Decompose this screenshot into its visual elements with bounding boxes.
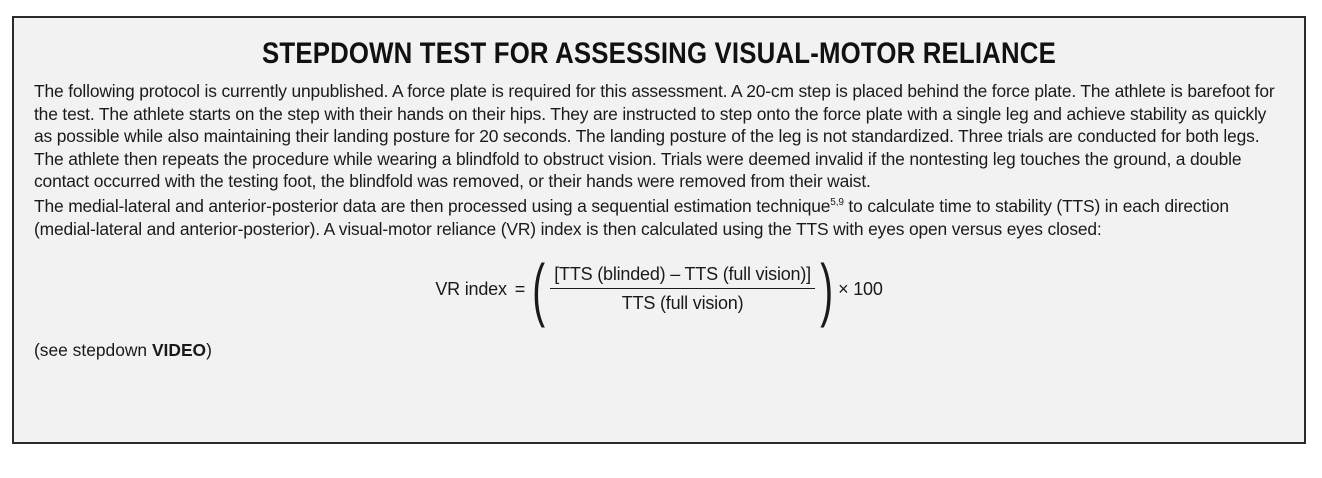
formula-equals: = [514,278,526,299]
processing-text-start: The medial-lateral and anterior-posterior data are then processed using a sequential estimation technique [34,195,831,216]
formula-denominator: TTS (full vision) [621,293,744,314]
formula-multiplier: × 100 [838,278,883,299]
formula-label: VR index [435,278,507,299]
video-note-suffix: ) [206,340,212,361]
stepdown-test-box [12,16,1306,444]
video-note [34,340,1284,361]
processing-text-end: to calculate time to stability (TTS) in each direction (medial-lateral and anterior-posterior). A visual-motor reliance (VR) index is then calculated using the TTS with eyes open versus eyes closed: [34,195,1229,239]
vr-index-formula [34,248,1284,330]
processing-paragraph [34,195,1284,240]
box-title: STEPDOWN TEST FOR ASSESSING VISUAL-MOTOR RELIANCE [262,37,1056,70]
formula-close-paren: ) [820,250,833,329]
protocol-paragraph: The following protocol is currently unpublished. A force plate is required for this assessment. A 20-cm step is placed behind the force plate. The athlete is barefoot for the test. The athlete starts on the step with their hands on their hips. They are instructed to step onto the force plate with a single leg and achieve stability as quickly as possible while also maintaining their landing posture for 20 seconds. The landing posture of the leg is not standardized. Three trials are conducted for both legs. The athlete then repeats the procedure while wearing a blindfold to obstruct vision. Trials were deemed invalid if the nontesting leg touches the ground, a double contact occurred with the testing foot, the blindfold was removed, or their hands were removed from their waist. [34,81,1275,192]
video-note-prefix: (see stepdown [34,340,152,361]
formula-fraction [550,264,815,314]
formula-numerator: [TTS (blinded) – TTS (full vision)] [550,264,815,289]
reference-superscript: 5,9 [830,197,844,209]
video-link[interactable]: VIDEO [151,340,207,361]
formula-open-paren: ( [532,250,546,329]
